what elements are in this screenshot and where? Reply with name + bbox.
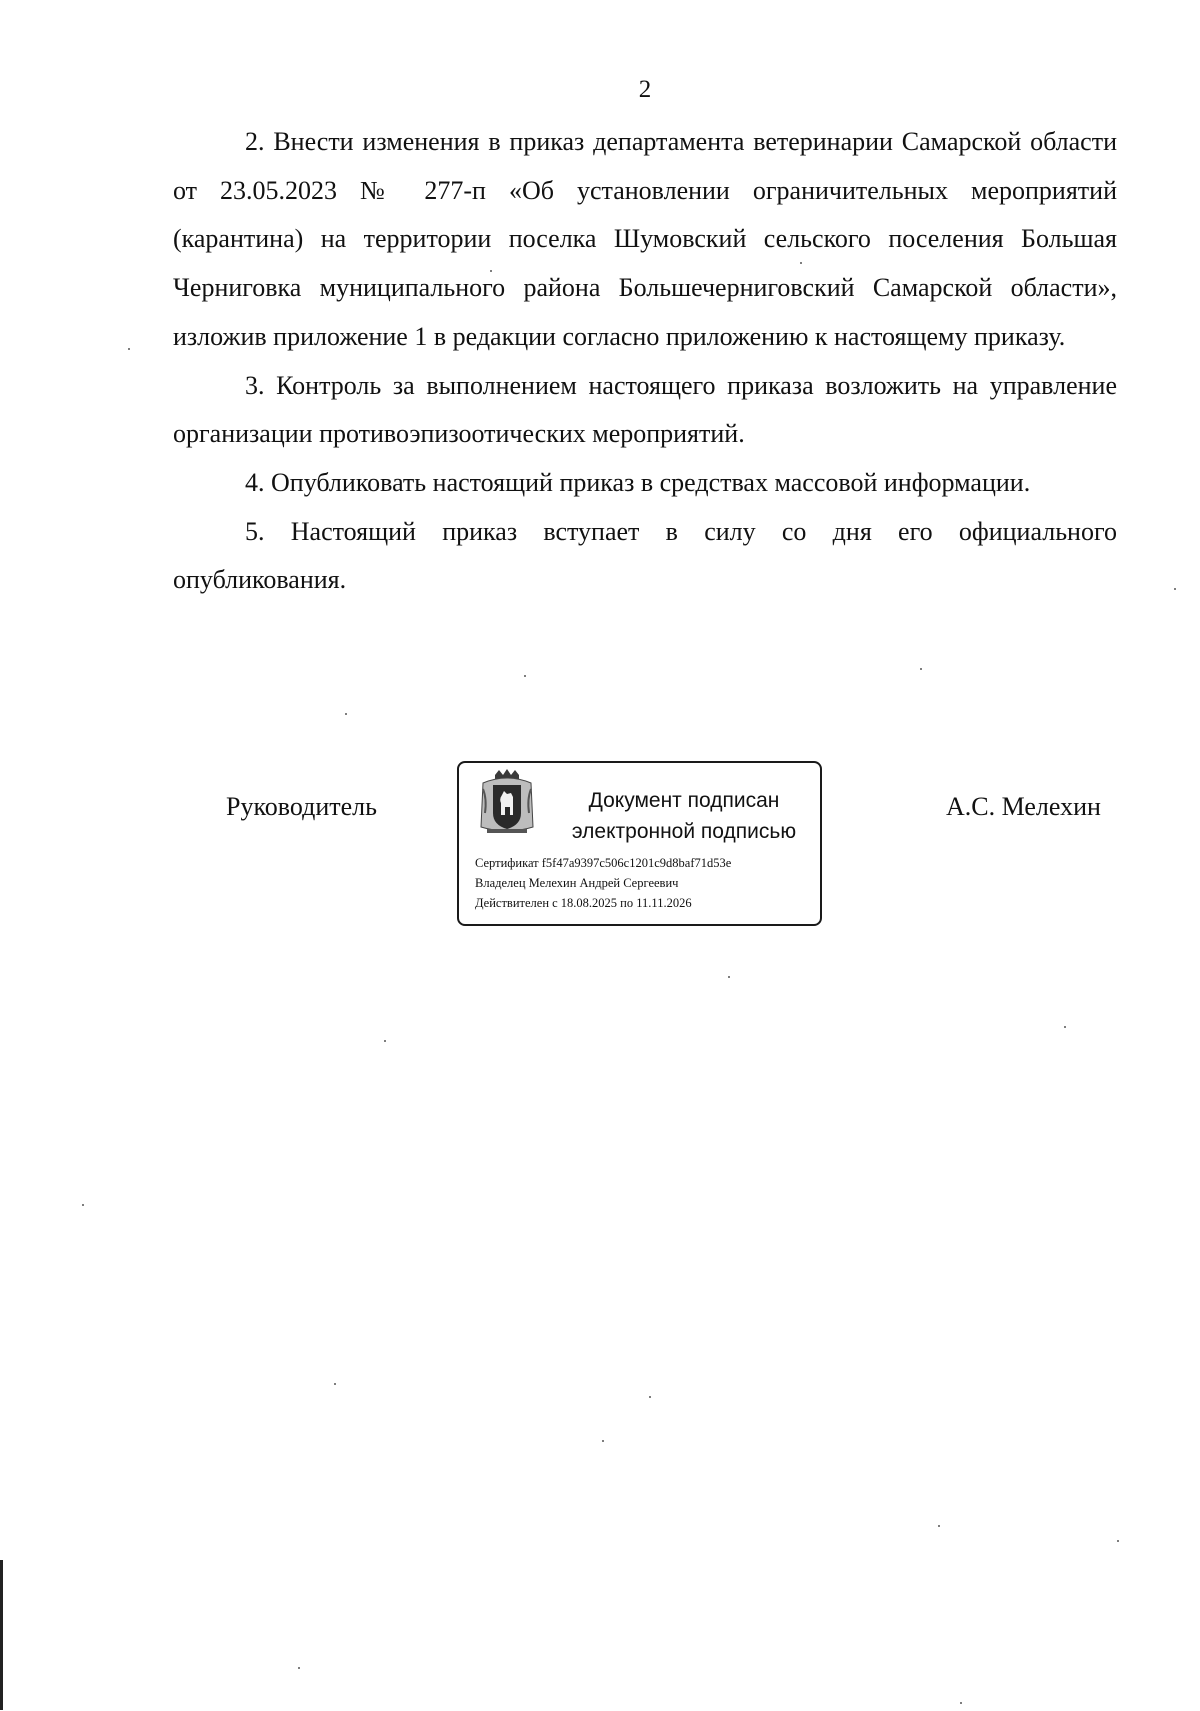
scan-speck	[298, 1667, 300, 1669]
paragraph-item-3: 3. Контроль за выполнением настоящего приказа возложить на управление организации противоэпизоотических мероприятий.	[173, 370, 1117, 449]
stamp-validity: Действителен с 18.08.2025 по 11.11.2026	[475, 896, 692, 910]
scan-speck	[938, 1525, 940, 1527]
scan-speck	[490, 270, 492, 272]
stamp-owner: Владелец Мелехин Андрей Сергеевич	[475, 876, 679, 890]
scan-speck	[1174, 588, 1176, 590]
paragraph-item-4: 4. Опубликовать настоящий приказ в средствах массовой информации.	[245, 467, 1031, 497]
scan-speck	[960, 1702, 962, 1704]
stamp-details	[475, 853, 731, 913]
scan-speck	[524, 675, 526, 677]
scan-speck	[345, 713, 347, 715]
scan-speck	[334, 1383, 336, 1385]
electronic-signature-stamp	[457, 761, 822, 926]
scan-edge-mark	[0, 1560, 3, 1710]
scan-speck	[1117, 1540, 1119, 1542]
scan-speck	[128, 348, 130, 350]
stamp-certificate: Сертификат f5f47a9397c506c1201c9d8baf71d53e	[475, 856, 732, 870]
scan-speck	[384, 1040, 386, 1042]
page-number: 2	[638, 76, 652, 103]
scan-speck	[82, 1204, 84, 1206]
stamp-heading-line-2: электронной подписью	[571, 820, 797, 843]
scan-speck	[1064, 1026, 1066, 1028]
scan-speck	[602, 1440, 604, 1442]
samara-coat-of-arms-icon	[477, 769, 537, 837]
scan-speck	[800, 262, 802, 264]
signer-name: А.С. Мелехин	[946, 792, 1101, 821]
paragraph-item-5: 5. Настоящий приказ вступает в силу со дня его официального опубликования.	[173, 516, 1117, 595]
stamp-heading-line-1: Документ подписан	[588, 789, 780, 812]
document-body	[173, 118, 1117, 605]
signer-position-title: Руководитель	[226, 792, 377, 821]
scan-speck	[920, 668, 922, 670]
scan-speck	[728, 976, 730, 978]
paragraph-item-2: 2. Внести изменения в приказ департамента ветеринарии Самарской области от 23.05.2023 № 277-п «Об установлении ограничительных мероприятий (карантина) на территории поселка Шумовский сельского поселения Большая Черниговка муниципального района Большечерниговский Самарской области», изложив приложение 1 в редакции согласно приложению к настоящему приказу.	[173, 127, 1117, 351]
scan-speck	[649, 1396, 651, 1398]
stamp-heading	[559, 785, 809, 847]
